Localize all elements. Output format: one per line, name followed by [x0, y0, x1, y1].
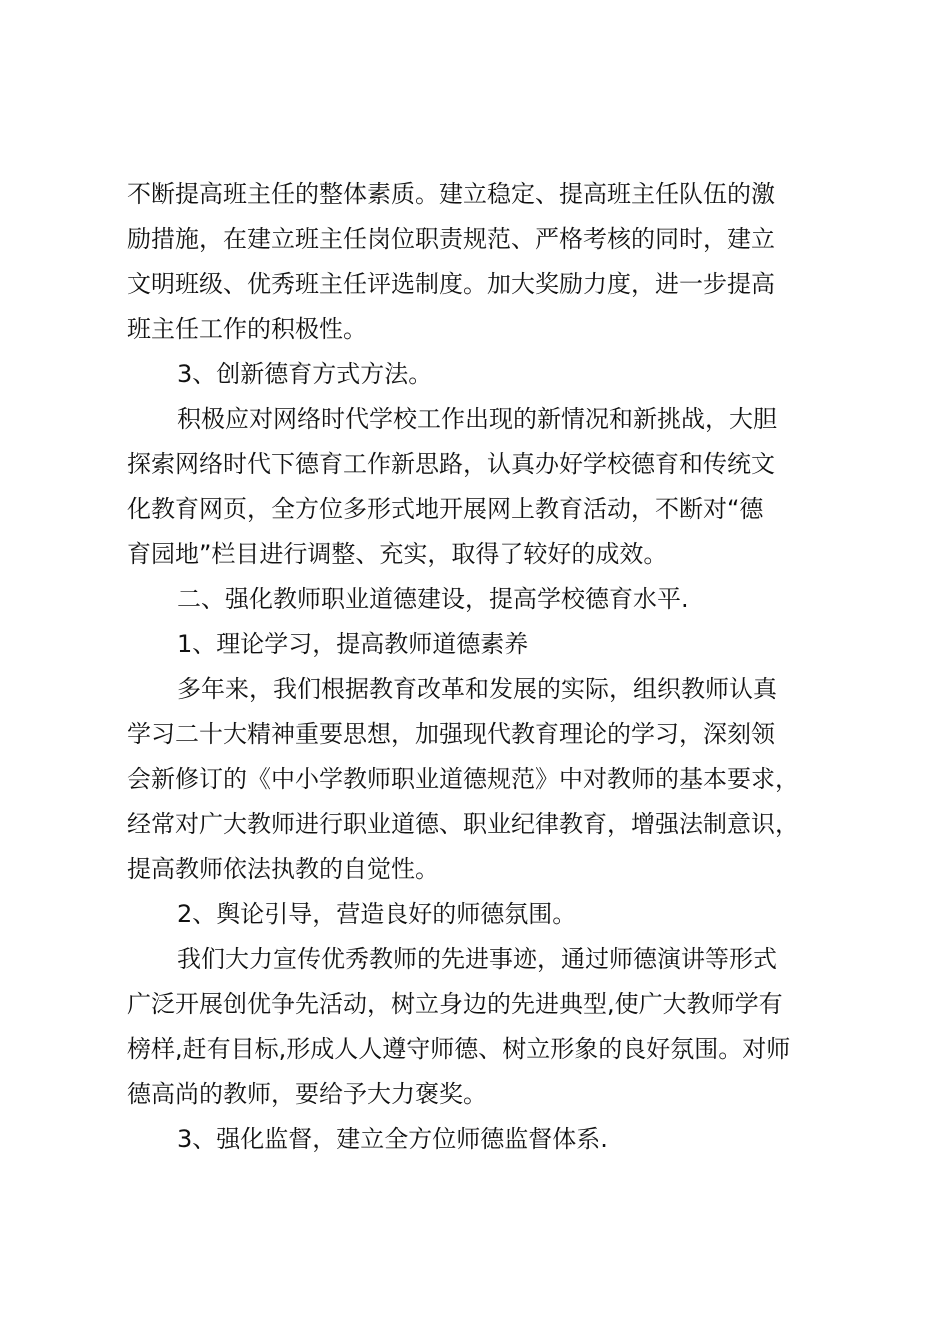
- paragraph-line: 不断提高班主任的整体素质。建立稳定、提高班主任队伍的激: [127, 180, 775, 208]
- section-heading: 2、舆论引导，营造良好的师德氛围。: [177, 900, 577, 928]
- paragraph-line: 化教育网页，全方位多形式地开展网上教育活动，不断对“德: [127, 495, 764, 523]
- paragraph-line: 榜样,赶有目标,形成人人遵守师德、树立形象的良好氛围。对师: [127, 1035, 791, 1063]
- paragraph-line: 育园地”栏目进行调整、充实，取得了较好的成效。: [127, 540, 668, 568]
- paragraph-line: 广泛开展创优争先活动，树立身边的先进典型,使广大教师学有: [127, 990, 783, 1018]
- paragraph-line: 德高尚的教师，要给予大力褒奖。: [127, 1080, 487, 1108]
- paragraph-line: 多年来，我们根据教育改革和发展的实际，组织教师认真: [177, 675, 777, 703]
- paragraph-line: 会新修订的《中小学教师职业道德规范》中对教师的基本要求，: [127, 765, 799, 793]
- paragraph-line: 探索网络时代下德育工作新思路，认真办好学校德育和传统文: [127, 450, 775, 478]
- paragraph-line: 文明班级、优秀班主任评选制度。加大奖励力度，进一步提高: [127, 270, 775, 298]
- paragraph-line: 励措施，在建立班主任岗位职责规范、严格考核的同时，建立: [127, 225, 775, 253]
- section-heading: 3、强化监督，建立全方位师德监督体系.: [177, 1125, 608, 1153]
- section-heading: 二、强化教师职业道德建设，提高学校德育水平.: [177, 585, 689, 613]
- paragraph-line: 积极应对网络时代学校工作出现的新情况和新挑战，大胆: [177, 405, 777, 433]
- paragraph-line: 我们大力宣传优秀教师的先进事迹，通过师德演讲等形式: [177, 945, 777, 973]
- paragraph-line: 经常对广大教师进行职业道德、职业纪律教育，增强法制意识，: [127, 810, 799, 838]
- section-heading: 3、创新德育方式方法。: [177, 360, 433, 388]
- paragraph-line: 学习二十大精神重要思想，加强现代教育理论的学习，深刻领: [127, 720, 775, 748]
- document-body: [127, 172, 847, 1162]
- paragraph-line: 提高教师依法执教的自觉性。: [127, 855, 439, 883]
- paragraph-line: 班主任工作的积极性。: [127, 315, 367, 343]
- section-heading: 1、理论学习，提高教师道德素养: [177, 630, 529, 658]
